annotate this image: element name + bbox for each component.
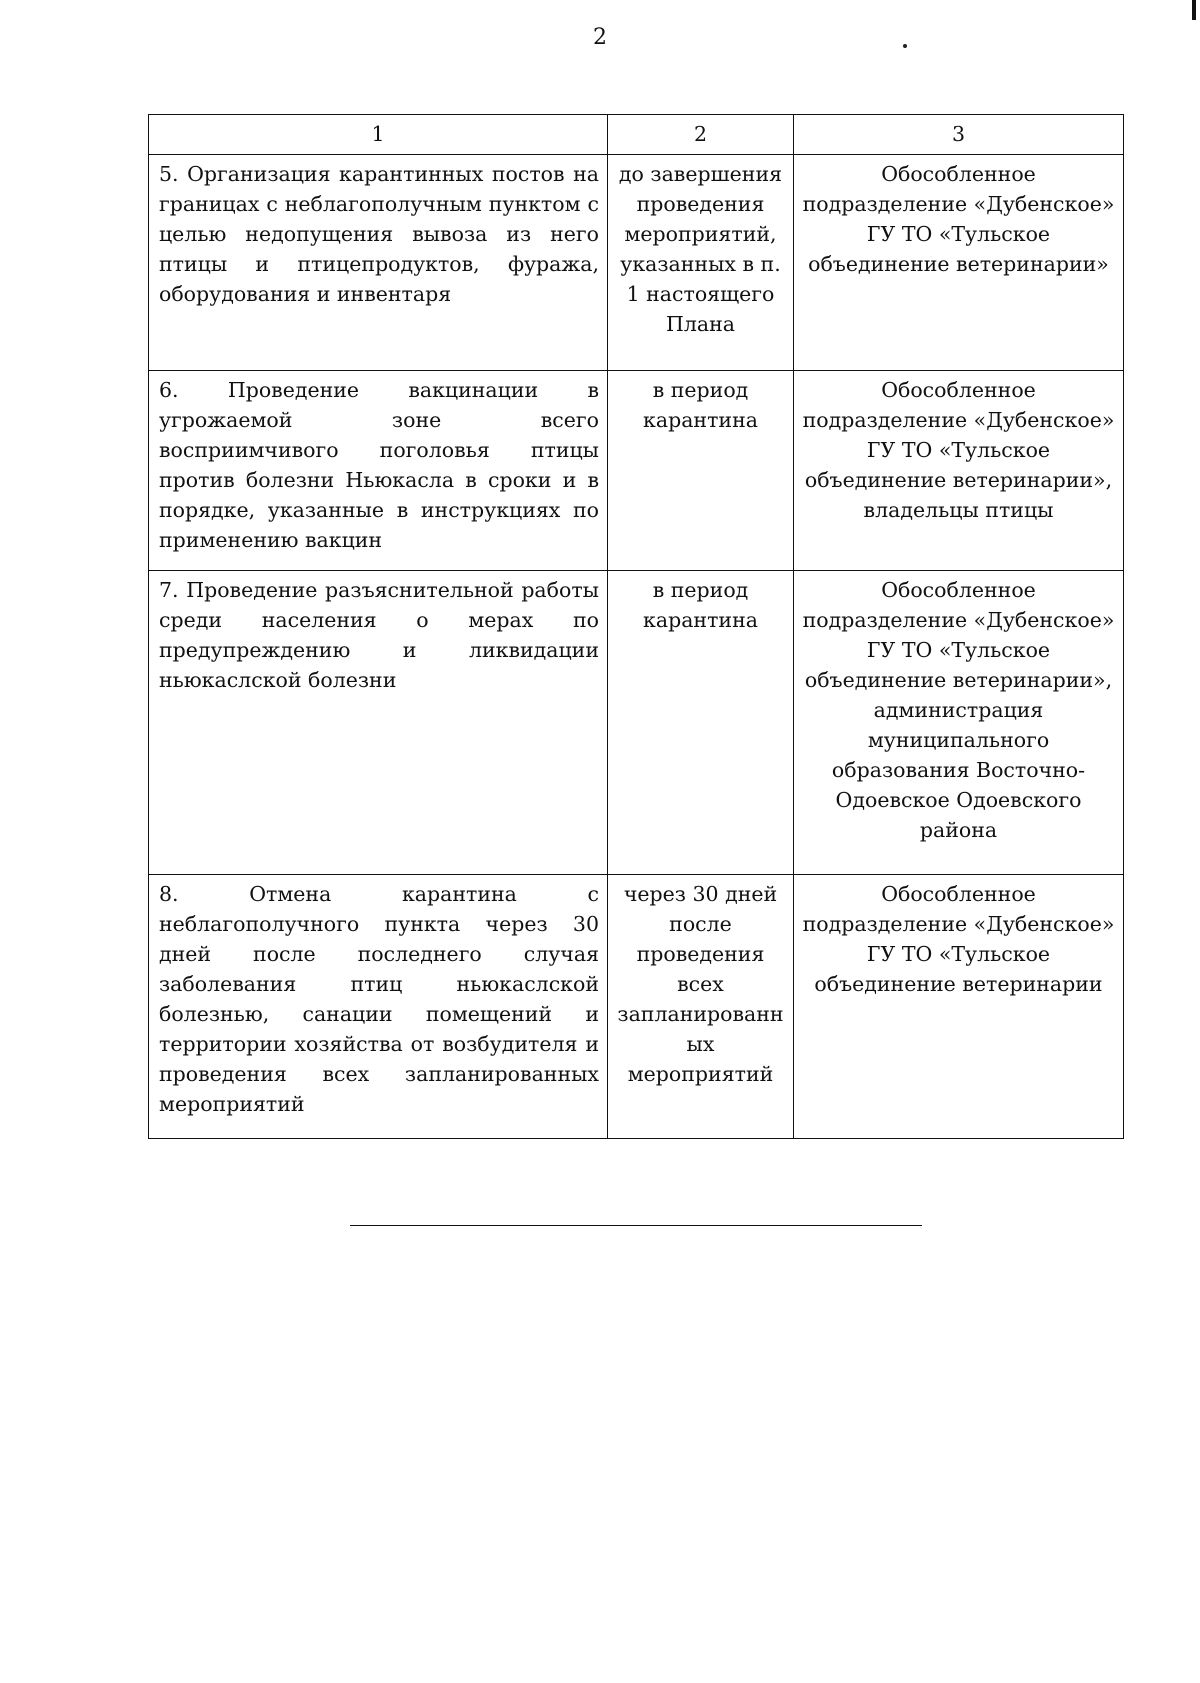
action-cell: 8. Отмена карантина с неблагополучного пункта через 30 дней после последнего случая заболевания птиц ньюкаслской болезнью, санации помещений и территории хозяйства от возбудителя и проведения всех запланированных мероприятий — [149, 875, 608, 1139]
table-row — [149, 571, 1124, 875]
page-number: 2 — [593, 25, 607, 50]
scan-edge-mark — [1192, 0, 1196, 20]
responsible-cell: Обособленное подразделение «Дубенское» ГУ ТО «Тульское объединение ветеринарии — [794, 875, 1124, 1139]
term-cell: до завершения проведения мероприятий, указанных в п. 1 настоящего Плана — [608, 155, 794, 371]
table-header-row — [149, 115, 1124, 155]
closing-divider — [350, 1225, 922, 1226]
plan-table — [148, 114, 1124, 1139]
scan-speck — [903, 44, 907, 48]
term-cell: через 30 дней после проведения всех запланированн ых мероприятий — [608, 875, 794, 1139]
term-cell: в период карантина — [608, 371, 794, 571]
responsible-cell: Обособленное подразделение «Дубенское» ГУ ТО «Тульское объединение ветеринарии» — [794, 155, 1124, 371]
column-header-term: 2 — [608, 115, 794, 155]
responsible-cell: Обособленное подразделение «Дубенское» ГУ ТО «Тульское объединение ветеринарии», владельцы птицы — [794, 371, 1124, 571]
table-row — [149, 875, 1124, 1139]
column-header-responsible: 3 — [794, 115, 1124, 155]
term-cell: в период карантина — [608, 571, 794, 875]
action-cell: 5. Организация карантинных постов на границах с неблагополучным пунктом с целью недопущения вывоза из него птицы и птицепродуктов, фуража, оборудования и инвентаря — [149, 155, 608, 371]
table-row — [149, 155, 1124, 371]
responsible-cell: Обособленное подразделение «Дубенское» ГУ ТО «Тульское объединение ветеринарии», администрация муниципального образования Восточно-Одоевское Одоевского района — [794, 571, 1124, 875]
table-row — [149, 371, 1124, 571]
action-cell: 6. Проведение вакцинации в угрожаемой зоне всего восприимчивого поголовья птицы против болезни Ньюкасла в сроки и в порядке, указанные в инструкциях по применению вакцин — [149, 371, 608, 571]
column-header-action: 1 — [149, 115, 608, 155]
action-cell: 7. Проведение разъяснительной работы среди населения о мерах по предупреждению и ликвидации ньюкаслской болезни — [149, 571, 608, 875]
